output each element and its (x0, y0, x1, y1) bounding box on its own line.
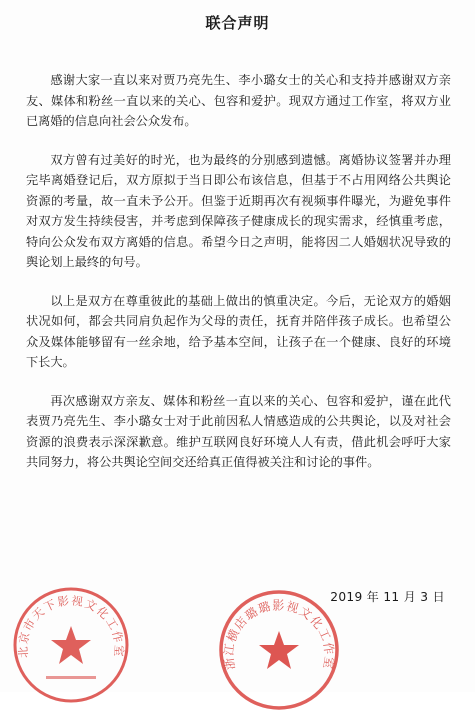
star-icon (51, 626, 91, 664)
paragraph-2: 双方曾有过美好的时光，也为最终的分别感到遗憾。离婚协议签署并办理完毕离婚登记后，双方原拟于当日即公布该信息，但基于不占用网络公共舆论资源的考量，故一直未予公开。但鉴于近期再次有视频事件曝光，为避免事件对双方发生持续侵害，并考虑到保障孩子健康成长的现实需求，经慎重考虑，特向公众发布双方离婚的信息。希望今日之声明，能将因二人婚姻状况导致的舆论划上最终的句号。 (26, 152, 451, 269)
seal-left-stamp (6, 580, 136, 710)
seal-right-text: 浙江横店璐璐影视文化工作室 (221, 598, 337, 671)
paragraph-1: 感谢大家一直以来对贾乃亮先生、李小璐女士的关心和支持并感谢双方亲友、媒体和粉丝一直以来的关心、包容和爱护。现双方通过工作室，将双方业已离婚的信息向社会公众发布。 (26, 73, 451, 128)
seal-right-stamp (214, 585, 344, 715)
seal-left-text: 北京市天下影视文化工作室 (15, 593, 127, 659)
statement-body (26, 70, 451, 491)
star-icon (259, 631, 299, 669)
seal-right (214, 585, 344, 719)
statement-date: 2019 年 11 月 3 日 (330, 590, 445, 604)
seal-left (6, 580, 136, 714)
paragraph-4: 再次感谢双方亲友、媒体和粉丝一直以来的关心、包容和爱护，谨在此代表贾乃亮先生、李小璐女士对于此前因私人情感造成的公共舆论，以及对社会资源的浪费表示深深歉意。维护互联网良好环境人人有责，借此机会呼吁大家共同努力，将公共舆论空间交还给真正值得被关注和讨论的事件。 (26, 393, 451, 469)
document-title: 联合声明 (205, 14, 270, 32)
paragraph-3: 以上是双方在尊重彼此的基础上做出的慎重决定。今后，无论双方的婚姻状况如何，都会共同肩负起作为父母的责任，抚育并陪伴孩子成长。也希望公众及媒体能够留有一丝余地，给予基本空间，让孩子在一个健康、良好的环境下长大。 (26, 293, 451, 369)
